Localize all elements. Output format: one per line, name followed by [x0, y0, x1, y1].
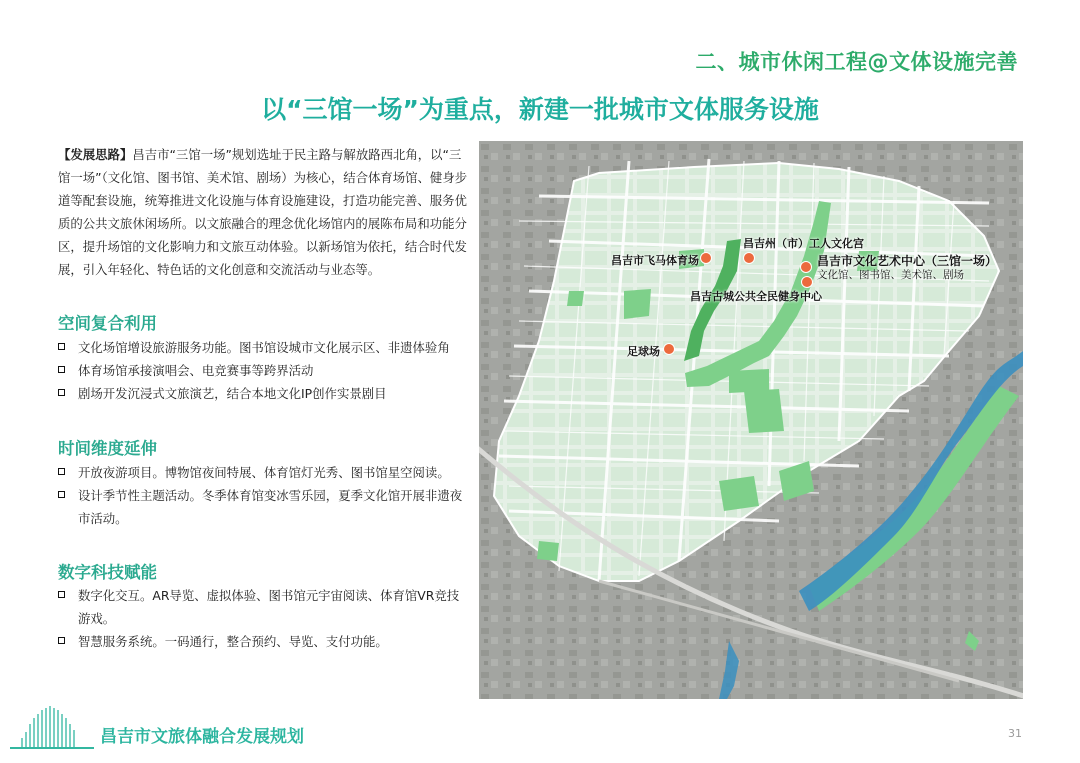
footer-title: 昌吉市文旅体融合发展规划: [100, 727, 304, 747]
list-item: 数字化交互。AR导览、虚拟体验、图书馆元宇宙阅读、体育馆VR竞技游戏。: [58, 584, 468, 630]
city-map: [479, 141, 1023, 699]
checkbox-bullet-icon: [58, 366, 65, 373]
intro-tag: 【发展思路】: [58, 147, 133, 162]
heading-digital-tech: 数字科技赋能: [58, 563, 157, 582]
intro-paragraph: [58, 143, 468, 281]
list-time-extension: [58, 461, 468, 530]
section-title: 二、城市休闲工程@文体设施完善: [695, 50, 1018, 74]
poi-label-feima: 昌吉市飞马体育场: [611, 254, 699, 267]
map-graphic: [479, 141, 1023, 699]
logo-icon: [8, 704, 96, 750]
heading-time-extension: 时间维度延伸: [58, 439, 157, 458]
list-item: 开放夜游项目。博物馆夜间特展、体育馆灯光秀、图书馆星空阅读。: [58, 461, 468, 484]
checkbox-bullet-icon: [58, 591, 65, 598]
poi-marker-feima: [700, 252, 712, 264]
checkbox-bullet-icon: [58, 468, 65, 475]
checkbox-bullet-icon: [58, 637, 65, 644]
page-number: 31: [1008, 727, 1022, 740]
list-digital-tech: [58, 584, 468, 653]
list-item: 体育场馆承接演唱会、电竞赛事等跨界活动: [58, 359, 450, 382]
list-space-reuse: [58, 336, 450, 405]
list-item: 文化场馆增设旅游服务功能。图书馆设城市文化展示区、非遗体验角: [58, 336, 450, 359]
page-title: 以“三馆一场”为重点，新建一批城市文体服务设施: [261, 95, 819, 124]
checkbox-bullet-icon: [58, 343, 65, 350]
poi-label-football: 足球场: [627, 345, 660, 358]
poi-marker-fitness: [801, 276, 813, 288]
heading-space-reuse: 空间复合利用: [58, 314, 157, 333]
checkbox-bullet-icon: [58, 389, 65, 396]
poi-marker-workers: [743, 252, 755, 264]
poi-marker-arts-center: [800, 261, 812, 273]
poi-label-arts-center-sub: 文化馆、图书馆、美术馆、剧场: [817, 269, 964, 281]
list-item: 智慧服务系统。一码通行，整合预约、导览、支付功能。: [58, 630, 468, 653]
intro-text: 昌吉市“三馆一场”规划选址于民主路与解放路西北角，以“三馆一场”（文化馆、图书馆、美术馆、剧场）为核心，结合体育场馆、健身步道等配套设施，统筹推进文化设施与体育设施建设，打造功能完善、服务优质的公共文旅休闲场所。以文旅融合的理念优化场馆内的展陈布局和功能分区，提升场馆的文化影响力和文旅互动体验。以新场馆为依托，结合时代发展，引入年轻化、特色话的文化创意和交流活动与业态等。: [58, 147, 468, 277]
content-column: [58, 143, 468, 649]
poi-label-fitness: 昌吉古城公共全民健身中心: [690, 290, 822, 303]
poi-label-arts-center: 昌吉市文化艺术中心（三馆一场）: [817, 254, 998, 268]
poi-label-workers: 昌吉州（市）工人文化宫: [743, 237, 864, 250]
list-item: 剧场开发沉浸式文旅演艺，结合本地文化IP创作实景剧目: [58, 382, 450, 405]
poi-marker-football: [663, 343, 675, 355]
list-item: 设计季节性主题活动。冬季体育馆变冰雪乐园，夏季文化馆开展非遗夜市活动。: [58, 484, 468, 530]
checkbox-bullet-icon: [58, 491, 65, 498]
